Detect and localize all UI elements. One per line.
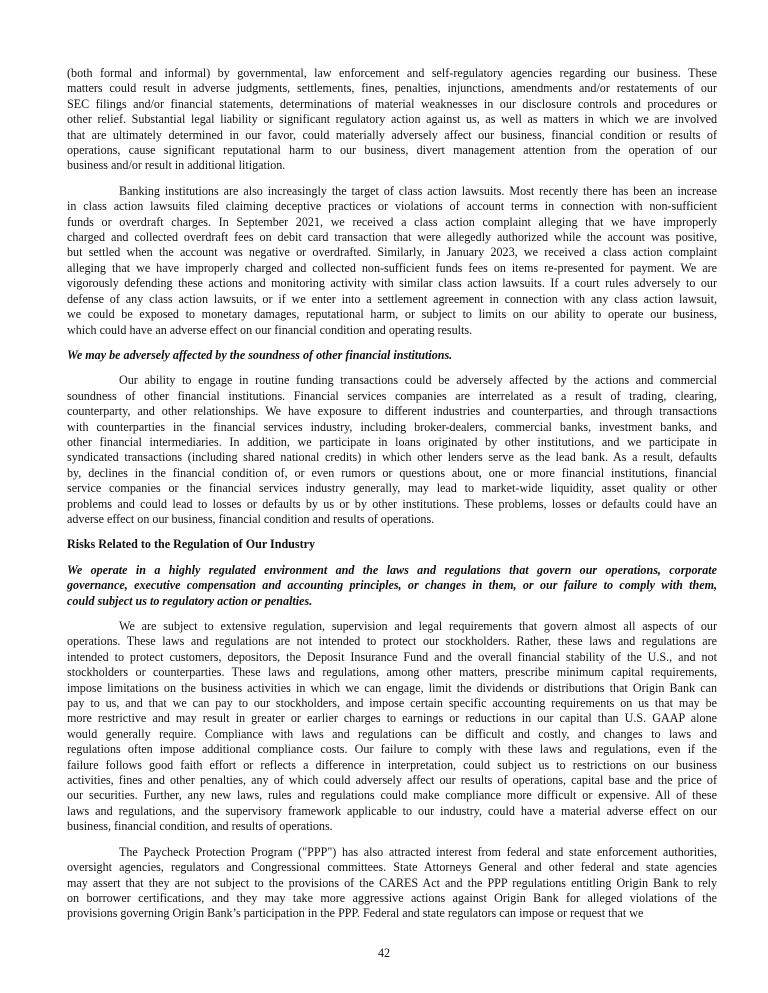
- text-line: operations. These laws and regulations are not intended to protect our stockholders. Rather, these laws and regulations are: [67, 634, 717, 649]
- heading-line: governance, executive compensation and accounting principles, or changes in them, or our failure to comply with them,: [67, 578, 717, 593]
- text-line: funds or overdraft charges. In September 2021, we received a class action complaint alleging that we have improperly: [67, 214, 717, 229]
- text-line: stockholders or counterparties. These laws and regulations, among other matters, prescribe minimum capital requirements,: [67, 665, 717, 680]
- paragraph-class-action-lawsuits: [67, 184, 717, 338]
- text-line: laws and regulations, and the supervisory framework applicable to our industry, could have a material adverse effect on our: [67, 803, 717, 818]
- risk-heading-highly-regulated-environment: [67, 563, 717, 609]
- text-line: Our ability to engage in routine funding transactions could be adversely affected by the actions and commercial: [119, 373, 717, 388]
- text-line: provisions governing Origin Bank’s participation in the PPP. Federal and state regulators can impose or request that we: [67, 906, 644, 921]
- paragraph-extensive-regulation: [67, 619, 717, 835]
- text-line: on borrower certifications, and they may take more aggressive actions against Origin Bank for alleged violations of the: [67, 890, 717, 905]
- text-line: but settled when the account was negative or overdrafted. Similarly, in January 2023, we received a class action complaint: [67, 245, 717, 260]
- text-line: defense of any class action lawsuits, or if we enter into a settlement agreement in connection with any class action lawsuit,: [67, 291, 717, 306]
- text-line: operations, cause significant reputational harm to our business, divert management attention from the operation of our: [67, 143, 717, 158]
- text-line: other relief. Substantial legal liability or significant regulatory action against us, as well as matters in which we are involved: [67, 112, 717, 127]
- text-line: impose limitations on the business activities in which we can engage, limit the dividends or distributions that Origin Bank can: [67, 680, 717, 695]
- heading-line: We may be adversely affected by the soundness of other financial institutions.: [67, 347, 453, 362]
- text-line: activities, fines and other penalties, any of which could adversely affect our results of operations, capital base and the price of: [67, 773, 717, 788]
- text-line: soundness of other financial institutions. Financial services companies are interrelated as a result of trading, clearing,: [67, 388, 717, 403]
- heading-line: Risks Related to the Regulation of Our Industry: [67, 537, 316, 552]
- text-line: failure follows good faith effort or reflects a difference in interpretation, could subject us to restrictions on our business: [67, 757, 717, 772]
- text-line: pay to us, and that we can pay to our stockholders, and impose certain specific accounting requirements on us that may be: [67, 696, 717, 711]
- text-line: SEC filings and/or financial statements, determinations of material weaknesses in our disclosure controls and procedures or: [67, 96, 717, 111]
- text-line: other financial intermediaries. In addition, we participate in loans originated by other institutions, and we participate in: [67, 434, 717, 449]
- risk-heading-soundness-of-institutions: [67, 348, 717, 363]
- text-line: we could be exposed to monetary damages, reputational harm, or subject to limits on our ability to operate our business,: [67, 307, 717, 322]
- text-line: would generally require. Compliance with laws and regulations can be difficult and costly, and changes to laws and: [67, 726, 717, 741]
- text-line: adverse effect on our business, financial condition and results of operations.: [67, 511, 435, 526]
- text-line: service companies or the financial services industry generally, may lead to market-wide liquidity, asset quality or other: [67, 481, 717, 496]
- text-line: with counterparties in the financial services industry, including broker-dealers, commercial banks, investment banks, and: [67, 419, 717, 434]
- text-line: our securities. Further, any new laws, rules and regulations could make compliance more difficult or expensive. All of these: [67, 788, 717, 803]
- text-line: counterparty, and other relationships. We have exposure to different industries and counterparties, and through transactions: [67, 404, 717, 419]
- text-line: may assert that they are not subject to the provisions of the CARES Act and the PPP regulations entitling Origin Bank to rely: [67, 875, 717, 890]
- text-line: in class action lawsuits filed claiming deceptive practices or violations of account terms in connection with non-sufficient: [67, 199, 717, 214]
- text-line: matters could result in adverse judgments, settlements, fines, penalties, injunctions, amendments and/or restatements of our: [67, 81, 717, 96]
- page-number: 42: [377, 946, 391, 960]
- text-line: We are subject to extensive regulation, supervision and legal requirements that govern almost all aspects of our: [119, 619, 717, 633]
- text-line: charged and collected overdraft fees on debit card transaction that were allegedly authorized while the account was positive,: [67, 230, 717, 245]
- text-line: The Paycheck Protection Program ("PPP") has also attracted interest from federal and state enforcement authorities,: [119, 844, 717, 859]
- text-line: Banking institutions are also increasingly the target of class action lawsuits. Most recently there has been an increase: [119, 183, 717, 198]
- text-line: problems and could lead to losses or defaults by us or by other institutions. These problems, losses or defaults could have an: [67, 496, 717, 511]
- paragraph-paycheck-protection-program: [67, 845, 717, 922]
- text-line: regulations often impose additional compliance costs. Our failure to comply with these laws and regulations, even if the: [67, 742, 717, 757]
- text-line: business, financial condition, and results of operations.: [67, 819, 333, 834]
- text-line: alleging that we have improperly charged and collected non-sufficient funds fees on items re-presented for payment. We are: [67, 260, 717, 275]
- text-line: vigorously defending these actions and monitoring activity with similar class action lawsuits. If a court rules adversely to our: [67, 276, 717, 291]
- text-line: by, declines in the financial condition of, or even rumors or questions about, one or more financial institutions, financial: [67, 465, 717, 480]
- text-line: more restrictive and may result in greater or earlier charges to earnings or reductions in our capital than U.S. GAAP alone: [67, 711, 717, 726]
- heading-line: could subject us to regulatory action or penalties.: [67, 593, 313, 608]
- paragraph-soundness-of-institutions: [67, 373, 717, 527]
- text-line: intended to protect customers, depositors, the Deposit Insurance Fund and the overall financial stability of the U.S., and not: [67, 649, 717, 664]
- text-line: syndicated transactions (including shared national credits) in which other lenders serve as the lead bank. As a result, defaults: [67, 450, 717, 465]
- text-line: business and/or result in additional litigation.: [67, 158, 286, 173]
- text-line: (both formal and informal) by governmental, law enforcement and self-regulatory agencies regarding our business. These: [67, 66, 717, 80]
- section-heading-regulation-risks: [67, 537, 717, 552]
- paragraph-regulatory-proceedings-continued: [67, 66, 717, 174]
- text-line: that are ultimately determined in our favor, could materially adversely affect our business, financial condition or results of: [67, 127, 717, 142]
- document-page: [67, 66, 717, 922]
- text-line: oversight agencies, regulators and Congressional committees. State Attorneys General and other federal and state agencies: [67, 860, 717, 875]
- heading-line: We operate in a highly regulated environment and the laws and regulations that govern our operations, corporate: [67, 562, 717, 577]
- text-line: which could have an adverse effect on our financial condition and operating results.: [67, 322, 473, 337]
